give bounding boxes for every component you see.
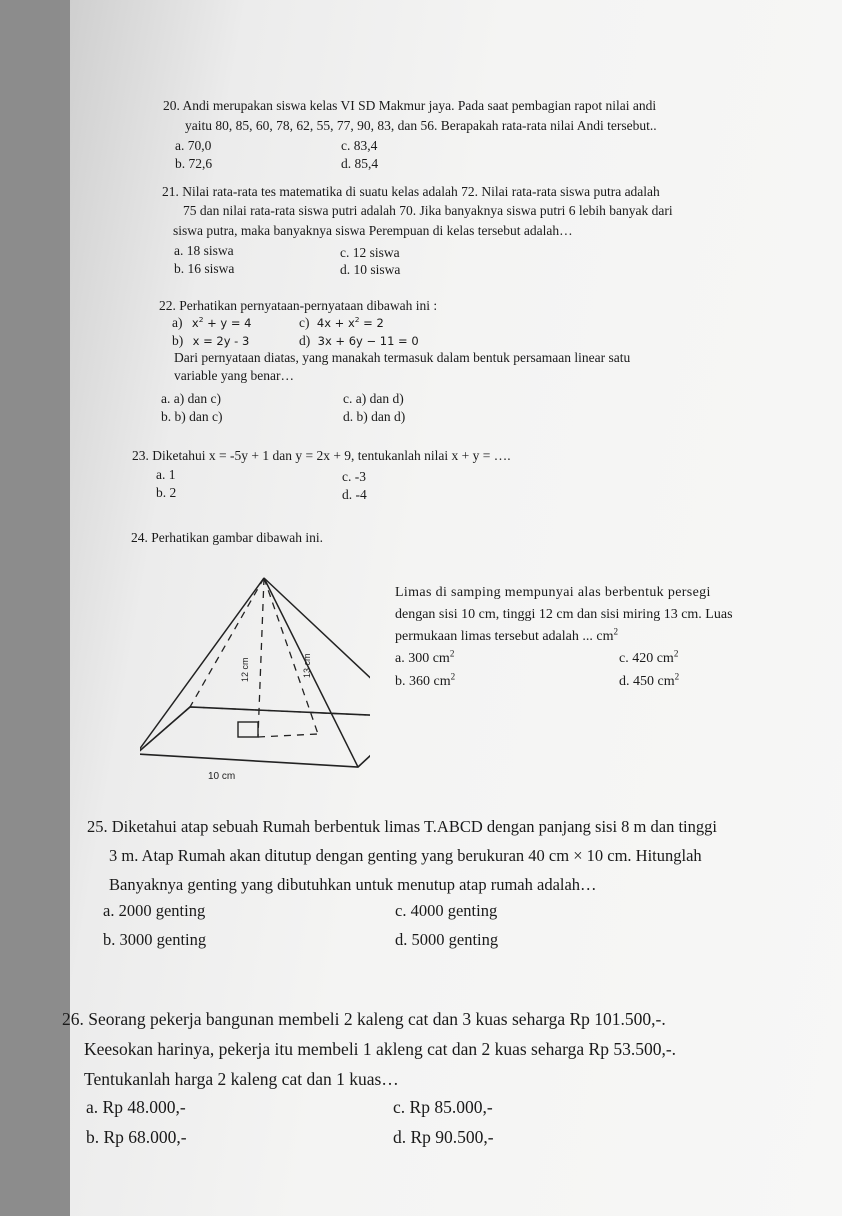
option-21-a: a. 18 siswa [174, 243, 234, 258]
question-24-desc-1: Limas di samping mempunyai alas berbentuk persegi [395, 585, 711, 600]
statement-c-expr: $4x + x^2 = 2$ [316, 315, 384, 330]
option-24-b: b. 360 $cm^2$ [395, 671, 456, 689]
option-20-b: b. 72,6 [175, 156, 213, 171]
option-22-d: d. b) dan d) [343, 409, 406, 424]
question-20-line-2: yaitu 80, 85, 60, 78, 62, 55, 77, 90, 83, dan 56. Berapakah rata-rata nilai Andi tersebut.. [185, 118, 657, 133]
base-label: 10 cm [208, 771, 236, 782]
question-21-line-2: 75 dan nilai rata-rata siswa putri adalah 70. Jika banyaknya siswa putri 6 lebih banyak dari [183, 203, 673, 218]
question-25-line-1: 25. Diketahui atap sebuah Rumah berbentuk limas T.ABCD dengan panjang sisi 8 m dan tinggi [87, 817, 717, 836]
pyramid-edge-back-right [264, 578, 370, 717]
height-label: 12 cm [240, 657, 250, 682]
question-23-line-1: 23. Diketahui x = -5y + 1 dan y = 2x + 9, tentukanlah nilai x + y = …. [132, 448, 511, 463]
statement-d-label: d) [299, 333, 311, 348]
question-22-line-3: variable yang benar… [174, 368, 294, 383]
pyramid-height-line [258, 578, 264, 737]
option-20-d: d. 85,4 [341, 156, 379, 171]
option-23-c: c. -3 [342, 469, 366, 484]
option-21-d: d. 10 siswa [340, 262, 401, 277]
statement-c-label: c) [299, 315, 310, 330]
statement-c [299, 314, 384, 332]
question-24-desc-2: dengan sisi 10 cm, tinggi 12 cm dan sisi miring 13 cm. Luas [395, 607, 733, 622]
pyramid-hidden-base-left [190, 707, 370, 717]
option-20-a: a. 70,0 [175, 138, 212, 153]
statement-b-expr: x = 2y - 3 [192, 334, 250, 348]
pyramid-figure [140, 572, 370, 782]
question-21-line-1: 21. Nilai rata-rata tes matematika di suatu kelas adalah 72. Nilai rata-rata siswa putra adalah [162, 184, 660, 199]
statement-b [172, 332, 249, 350]
question-20-line-1: 20. Andi merupakan siswa kelas VI SD Makmur jaya. Pada saat pembagian rapot nilai andi [163, 98, 657, 113]
question-22-line-1: 22. Perhatikan pernyataan-pernyataan dibawah ini : [159, 298, 438, 313]
option-25-b: b. 3000 genting [103, 930, 207, 949]
option-23-d: d. -4 [342, 487, 367, 502]
slant-label: 13 cm [302, 653, 312, 678]
option-26-b: b. Rp 68.000,- [86, 1127, 187, 1147]
right-angle-marker [238, 722, 258, 737]
option-25-a: a. 2000 genting [103, 901, 206, 920]
statement-d [299, 332, 419, 350]
option-21-b: b. 16 siswa [174, 261, 235, 276]
question-25-line-3: Banyaknya genting yang dibutuhkan untuk menutup atap rumah adalah… [109, 875, 597, 894]
statement-d-expr: 3x + 6y − 11 = 0 [317, 334, 419, 348]
option-26-d: d. Rp 90.500,- [393, 1127, 494, 1147]
worksheet-page [62, 0, 842, 1216]
option-25-d: d. 5000 genting [395, 930, 499, 949]
question-21-line-3: siswa putra, maka banyaknya siswa Perempuan di kelas tersebut adalah… [173, 223, 573, 238]
option-20-c: c. 83,4 [341, 138, 378, 153]
option-23-b: b. 2 [156, 485, 177, 500]
pyramid-edge-back-left [190, 578, 264, 707]
question-24-line-1: 24. Perhatikan gambar dibawah ini. [131, 530, 323, 545]
statement-a [172, 314, 251, 332]
option-22-b: b. b) dan c) [161, 409, 223, 424]
pyramid-apothem-base [258, 734, 318, 737]
question-26-line-3: Tentukanlah harga 2 kaleng cat dan 1 kuas… [84, 1069, 399, 1089]
statement-b-label: b) [172, 333, 184, 348]
question-22-line-2: Dari pernyataan diatas, yang manakah termasuk dalam bentuk persamaan linear satu [174, 350, 631, 365]
statement-a-expr: $x^2 + y = 4$ [191, 315, 252, 330]
option-25-c: c. 4000 genting [395, 901, 498, 920]
question-24-desc-3: permukaan limas tersebut adalah ... $cm^2$ [395, 626, 619, 644]
option-26-a: a. Rp 48.000,- [86, 1097, 186, 1117]
option-22-c: c. a) dan d) [343, 391, 404, 406]
option-23-a: a. 1 [156, 467, 176, 482]
question-26-line-2: Keesokan harinya, pekerja itu membeli 1 akleng cat dan 2 kuas seharga Rp 53.500,-. [84, 1039, 677, 1059]
statement-a-label: a) [172, 315, 183, 330]
option-26-c: c. Rp 85.000,- [393, 1097, 493, 1117]
option-22-a: a. a) dan c) [161, 391, 221, 406]
question-26-line-1: 26. Seorang pekerja bangunan membeli 2 kaleng cat dan 3 kuas seharga Rp 101.500,-. [62, 1009, 666, 1029]
option-21-c: c. 12 siswa [340, 245, 400, 260]
option-24-a: a. 300 $cm^2$ [395, 648, 455, 666]
option-24-d: d. 450 $cm^2$ [619, 671, 680, 689]
question-25-line-2: 3 m. Atap Rumah akan ditutup dengan genting yang berukuran 40 cm × 10 cm. Hitunglah [109, 846, 702, 865]
option-24-c: c. 420 $cm^2$ [619, 648, 679, 666]
